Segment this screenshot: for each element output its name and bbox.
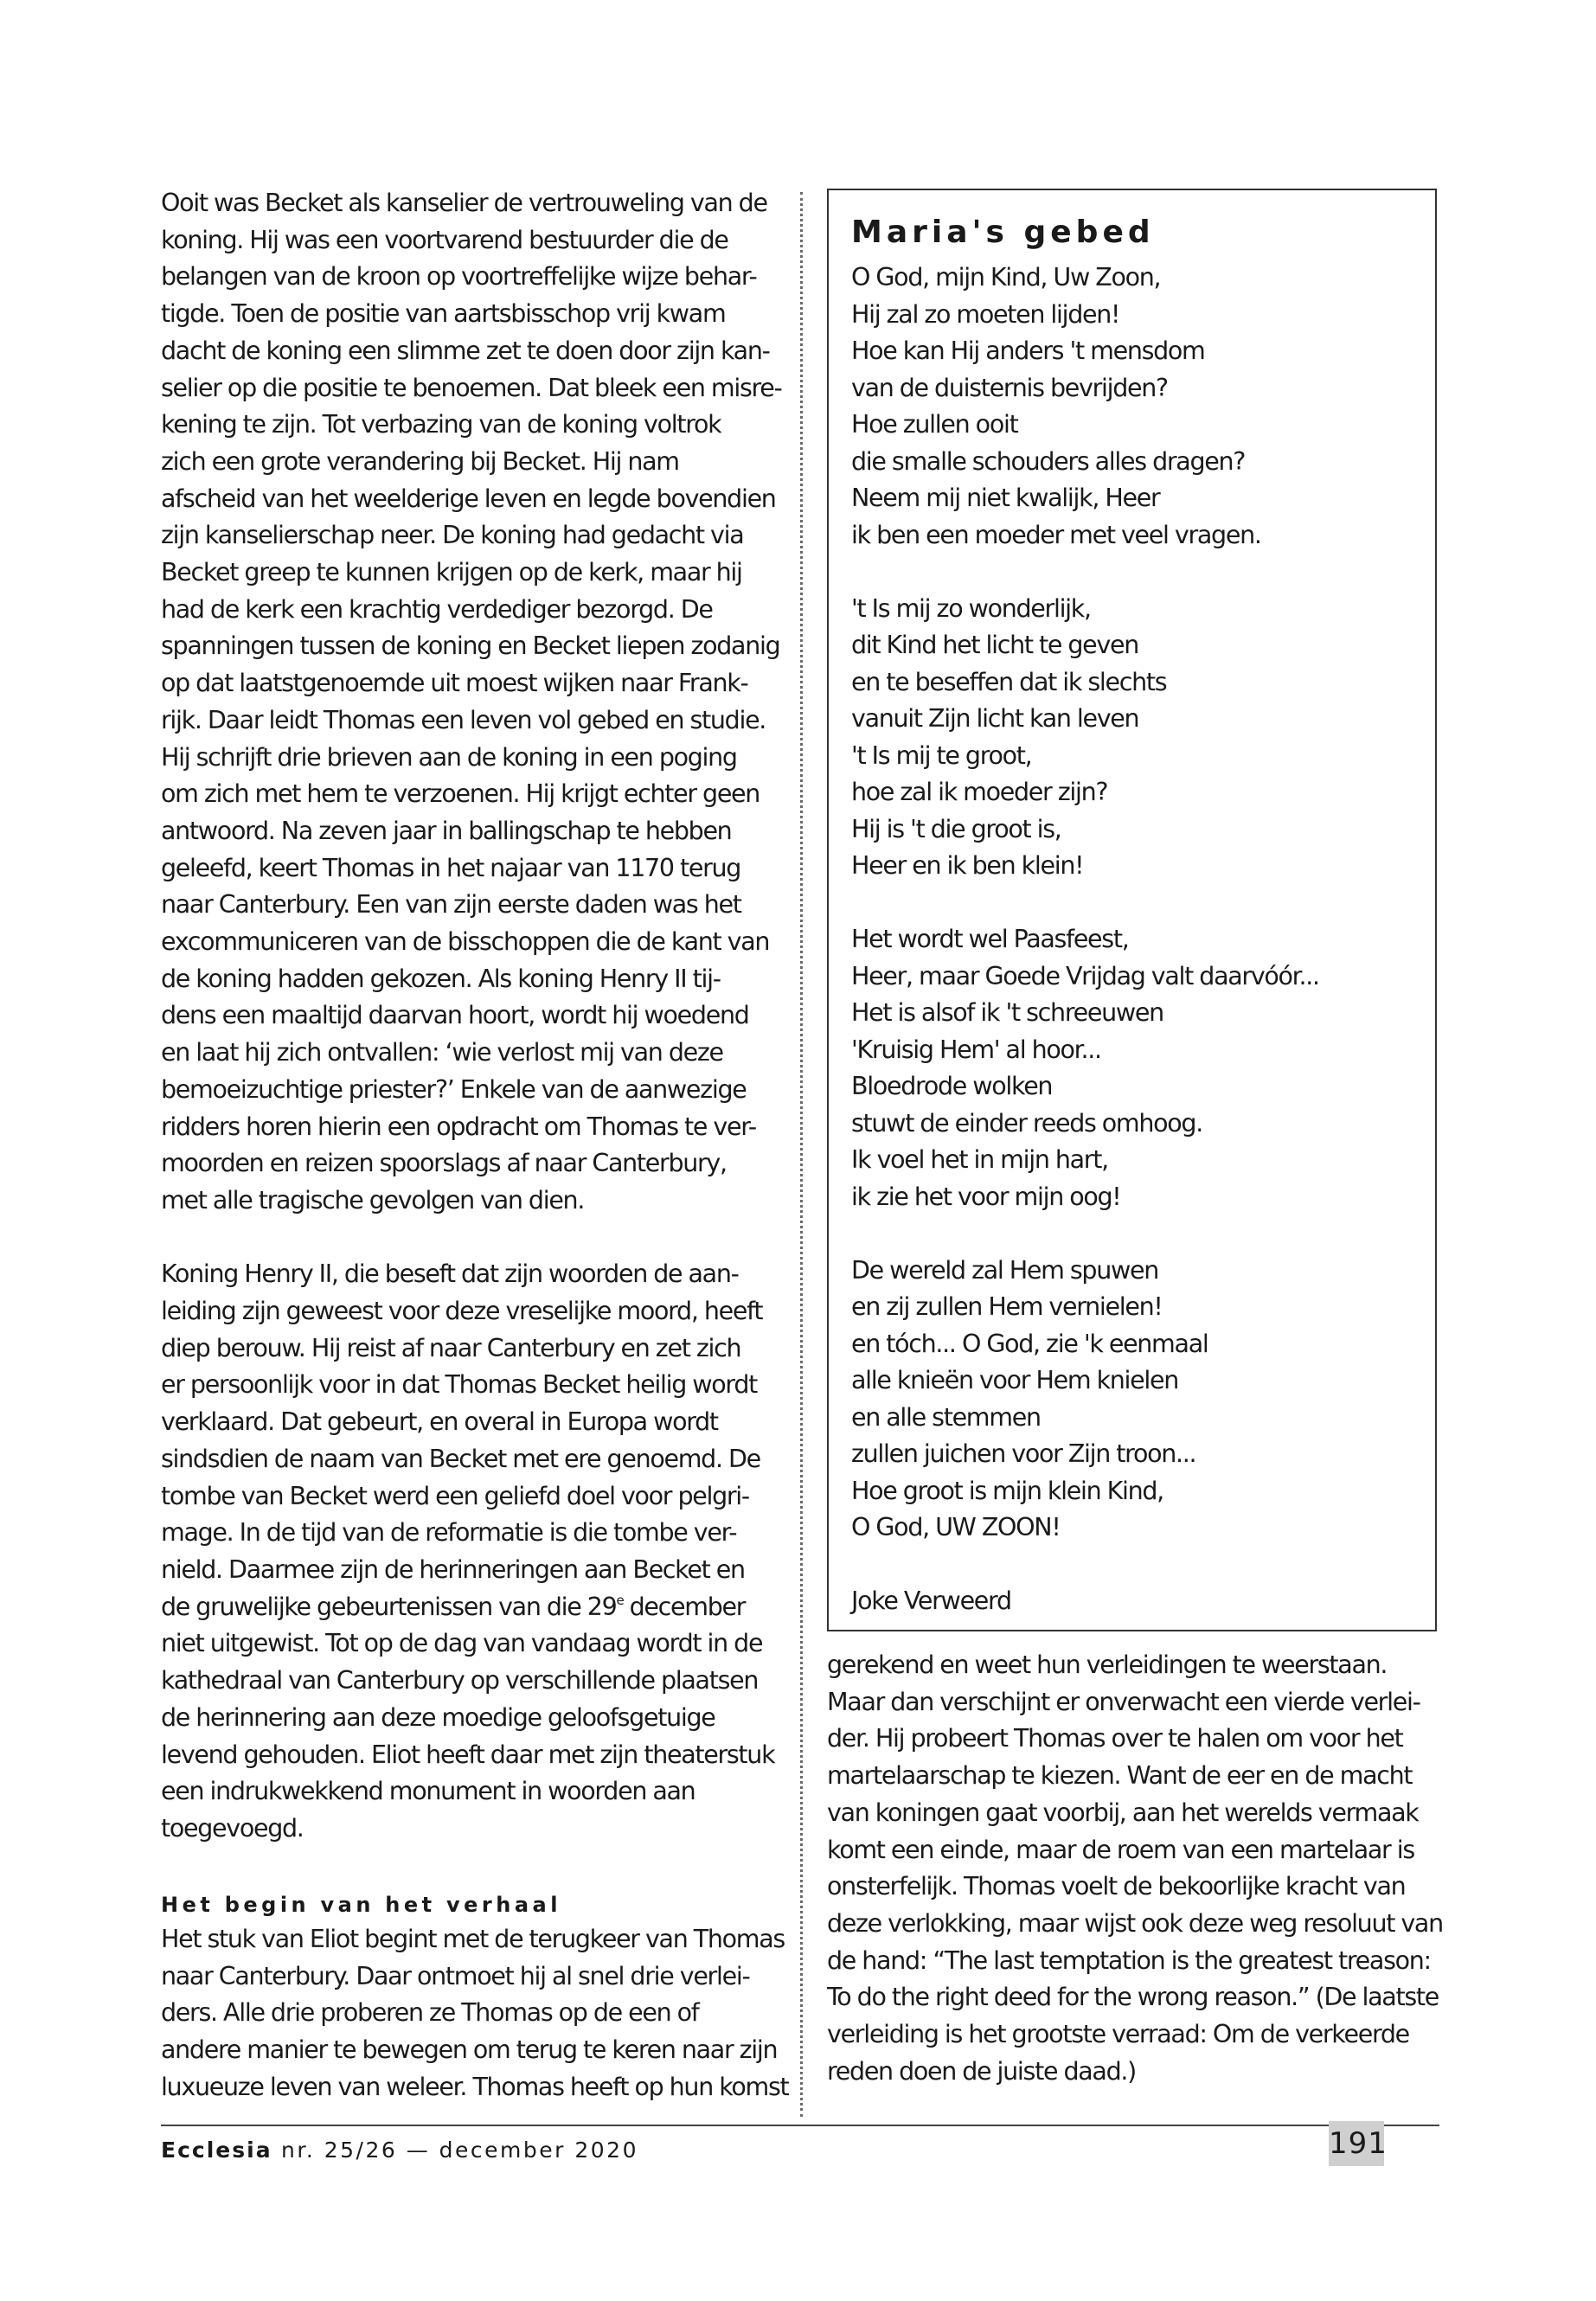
text-line: De wereld zal Hem spuwen xyxy=(851,1255,1158,1285)
text-line: tombe van Becket werd een geliefd doel voor pelgri- xyxy=(161,1481,749,1510)
text-line: sindsdien de naam van Becket met ere genoemd. De xyxy=(161,1444,760,1473)
paragraph-3 xyxy=(161,1921,789,2106)
text-line: Neem mij niet kwalijk, Heer xyxy=(851,484,1160,512)
text-line: rijk. Daar leidt Thomas een leven vol gebed en studie. xyxy=(161,705,766,734)
paragraph-2 xyxy=(161,1256,777,1847)
poem-box xyxy=(827,189,1437,1631)
text-line: dacht de koning een slimme zet te doen door zijn kan- xyxy=(161,336,770,365)
left-column xyxy=(161,185,789,2106)
footer-brand: Ecclesia xyxy=(161,2138,272,2163)
text-line: Hij schrijft drie brieven aan de koning in een poging xyxy=(161,742,737,772)
text-line: O God, UW ZOON! xyxy=(851,1513,1061,1541)
text-line: Hij is 't die groot is, xyxy=(851,814,1061,843)
text-line: naar Canterbury. Daar ontmoet hij al snel drie verlei- xyxy=(161,1961,750,1990)
text-line: Het stuk van Eliot begint met de terugkeer van Thomas xyxy=(161,1925,785,1953)
paragraph-1 xyxy=(161,185,782,1220)
text-line: Becket greep te kunnen krijgen op de kerk, maar hij xyxy=(161,558,742,587)
text-line: Maar dan verschijnt er onverwacht een vierde verlei- xyxy=(827,1687,1420,1716)
text-line: ders. Alle drie proberen ze Thomas op de een of xyxy=(161,1998,699,2028)
text-line: Hoe kan Hij anders 't mensdom xyxy=(851,336,1205,365)
text-line: koning. Hij was een voortvarend bestuurder die de xyxy=(161,225,728,254)
text-line: belangen van de kroon op voortreffelijke wijze behar- xyxy=(161,262,757,292)
text-line: 't Is mij te groot, xyxy=(851,740,1032,770)
text-line: gerekend en weet hun verleidingen te weerstaan. xyxy=(827,1650,1388,1679)
text-line: ik zie het voor mijn oog! xyxy=(851,1182,1121,1211)
text-line: levend gehouden. Eliot heeft daar met zijn theaterstuk xyxy=(161,1740,775,1769)
text-line: Ooit was Becket als kanselier de vertrouweling van de xyxy=(161,189,767,217)
poem-stanza xyxy=(851,921,1435,1215)
section-subheading: Het begin van het verhaal xyxy=(161,1893,561,1918)
text-line: onsterfelijk. Thomas voelt de bekoorlijke kracht van xyxy=(827,1872,1406,1901)
text-line: komt een einde, maar de roem van een martelaar is xyxy=(827,1835,1414,1864)
footer-issue: nr. 25/26 — december 2020 xyxy=(272,2138,638,2163)
text-line: antwoord. Na zeven jaar in ballingschap te hebben xyxy=(161,816,732,845)
column-divider xyxy=(800,192,803,2117)
text-line: deze verlokking, maar wijst ook deze weg resoluut van xyxy=(827,1908,1443,1938)
text-line: 't Is mij zo wonderlijk, xyxy=(851,593,1091,623)
text-line: zullen juichen voor Zijn troon... xyxy=(851,1439,1196,1468)
text-line: spanningen tussen de koning en Becket liepen zodanig xyxy=(161,631,780,661)
text-line: kening te zijn. Tot verbazing van de koning voltrok xyxy=(161,410,721,439)
text-line: geleefd, keert Thomas in het najaar van 1170 terug xyxy=(161,853,741,882)
text-line: en te beseffen dat ik slechts xyxy=(851,667,1167,696)
text-line: die smalle schouders alles dragen? xyxy=(851,446,1246,476)
text-line: O God, mijn Kind, Uw Zoon, xyxy=(851,263,1161,292)
text-line: martelaarschap te kiezen. Want de eer en de macht xyxy=(827,1761,1413,1791)
poem-body xyxy=(851,260,1435,1620)
text-line: verleiding is het grootste verraad: Om de verkeerde xyxy=(827,2020,1409,2049)
text-line: hoe zal ik moeder zijn? xyxy=(851,778,1108,806)
text-line: Hij zal zo moeten lijden! xyxy=(851,299,1120,329)
poem-author: Joke Verweerd xyxy=(851,1586,1011,1615)
text-line: de herinnering aan deze moedige geloofsgetuige xyxy=(161,1702,715,1732)
text-line: met alle tragische gevolgen van dien. xyxy=(161,1185,585,1215)
text-line: To do the right deed for the wrong reason.” (De laatste xyxy=(827,1983,1439,2012)
superscript: e xyxy=(616,1592,624,1608)
footer-publication xyxy=(161,2133,638,2168)
text-line: niet uitgewist. Tot op de dag van vandaag wordt in de xyxy=(161,1629,763,1658)
text-line: kathedraal van Canterbury op verschillende plaatsen xyxy=(161,1666,759,1695)
text-line: selier op die positie te benoemen. Dat bleek een misre- xyxy=(161,373,782,402)
page-number: 191 xyxy=(1329,2121,1384,2166)
text-line: moorden en reizen spoorslags af naar Canterbury, xyxy=(161,1149,727,1178)
text-line: Ik voel het in mijn hart, xyxy=(851,1145,1108,1174)
text-line: Bloedrode wolken xyxy=(851,1072,1053,1100)
poem-stanza xyxy=(851,1253,1435,1547)
text-line: leiding zijn geweest voor deze vreselijke moord, heeft xyxy=(161,1297,763,1326)
text-line: toegevoegd. xyxy=(161,1813,304,1843)
text-line: Hoe zullen ooit xyxy=(851,410,1018,439)
text-line: op dat laatstgenoemde uit moest wijken naar Frank- xyxy=(161,669,748,698)
text-line: luxueuze leven van weleer. Thomas heeft op hun komst xyxy=(161,2072,789,2101)
text-line: verklaard. Dat gebeurt, en overal in Europa wordt xyxy=(161,1407,718,1437)
text-line: en laat hij zich ontvallen: ‘wie verlost mij van deze xyxy=(161,1038,723,1067)
text-line: tigde. Toen de positie van aartsbisschop vrij kwam xyxy=(161,299,726,329)
text-line: dens een maaltijd daarvan hoort, wordt hij woedend xyxy=(161,1001,749,1030)
text-line: van koningen gaat voorbij, aan het werelds vermaak xyxy=(827,1798,1419,1827)
poem-stanza xyxy=(851,260,1435,554)
text-line: 'Kruisig Hem' al hoor... xyxy=(851,1035,1101,1064)
text-line: Het wordt wel Paasfeest, xyxy=(851,925,1129,953)
text-line: naar Canterbury. Een van zijn eerste daden was het xyxy=(161,890,741,920)
text-line: bemoeizuchtige priester?’ Enkele van de aanwezige xyxy=(161,1074,747,1104)
text-line: zich een grote verandering bij Becket. Hij nam xyxy=(161,446,679,476)
text-line: vanuit Zijn licht kan leven xyxy=(851,704,1139,733)
text-line: Hoe groot is mijn klein Kind, xyxy=(851,1476,1163,1505)
text-line: van de duisternis bevrijden? xyxy=(851,373,1168,402)
text-line: afscheid van het weelderige leven en legde bovendien xyxy=(161,484,776,513)
poem-stanza xyxy=(851,591,1435,885)
text-line: excommuniceren van de bisschoppen die de kant van xyxy=(161,927,770,957)
text-line: Heer en ik ben klein! xyxy=(851,851,1084,880)
text-line: mage. In de tijd van de reformatie is die tombe ver- xyxy=(161,1518,737,1548)
text-line: der. Hij probeert Thomas over te halen om voor het xyxy=(827,1724,1403,1753)
text-line: Heer, maar Goede Vrijdag valt daarvóór... xyxy=(851,961,1319,990)
text-line: Koning Henry II, die beseft dat zijn woorden de aan- xyxy=(161,1259,739,1289)
text-line: nield. Daarmee zijn de herinneringen aan Becket en xyxy=(161,1555,745,1584)
text-line: de koning hadden gekozen. Als koning Henry II tij- xyxy=(161,964,721,993)
right-column xyxy=(827,1647,1441,2090)
footer-rule xyxy=(161,2125,1439,2126)
text-line: alle knieën voor Hem knielen xyxy=(851,1366,1179,1394)
text-line: reden doen de juiste daad.) xyxy=(827,2056,1136,2086)
text-line: de hand: “The last temptation is the greatest treason: xyxy=(827,1945,1431,1975)
text-line: en tóch... O God, zie 'k eenmaal xyxy=(851,1329,1208,1358)
text-line: diep berouw. Hij reist af naar Canterbury en zet zich xyxy=(161,1333,741,1362)
text-line: stuwt de einder reeds omhoog. xyxy=(851,1108,1202,1138)
text-line: andere manier te bewegen om terug te keren naar zijn xyxy=(161,2035,778,2065)
text-line: en alle stemmen xyxy=(851,1402,1041,1432)
text-line: ridders horen hierin een opdracht om Thomas te ver- xyxy=(161,1112,756,1141)
text-line: ik ben een moeder met veel vragen. xyxy=(851,520,1261,549)
poem-title: Maria's gebed xyxy=(851,215,1155,250)
text-line: zijn kanselierschap neer. De koning had gedacht via xyxy=(161,521,744,550)
text-line: had de kerk een krachtig verdediger bezorgd. De xyxy=(161,594,713,624)
text-line: om zich met hem te verzoenen. Hij krijgt echter geen xyxy=(161,779,760,809)
text-line: er persoonlijk voor in dat Thomas Becket heilig wordt xyxy=(161,1370,757,1400)
text-line: Het is alsof ik 't schreeuwen xyxy=(851,998,1163,1027)
text-line: de gruwelijke gebeurtenissen van die 29e december xyxy=(161,1592,746,1621)
text-line: en zij zullen Hem vernielen! xyxy=(851,1292,1163,1321)
text-line: een indrukwekkend monument in woorden aan xyxy=(161,1777,695,1806)
text-line: dit Kind het licht te geven xyxy=(851,631,1138,659)
